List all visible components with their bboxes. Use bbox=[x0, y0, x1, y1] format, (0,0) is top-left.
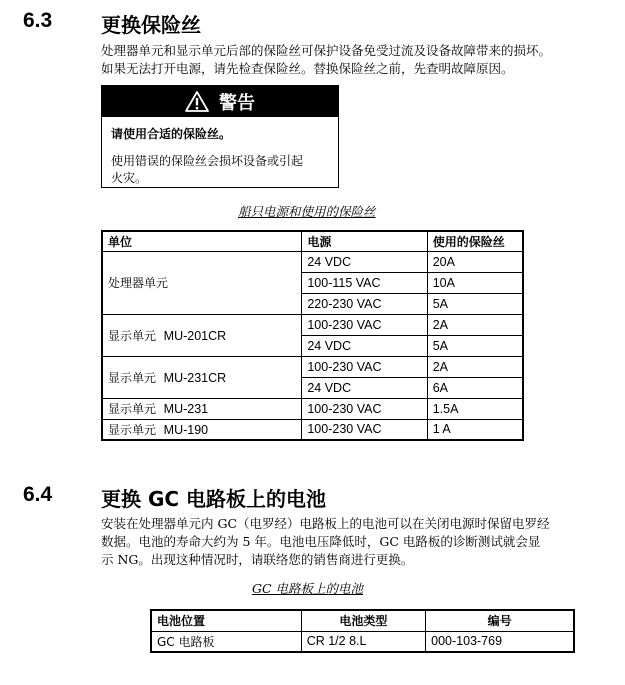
fuse-cell: 2A bbox=[427, 314, 523, 335]
unit-model: MU-231CR bbox=[163, 370, 227, 385]
power-cell: 100-230 VAC bbox=[302, 398, 427, 419]
power-cell: 220-230 VAC bbox=[302, 293, 427, 314]
unit-name: 显示单元 bbox=[108, 402, 157, 416]
table-row bbox=[102, 251, 523, 272]
unit-cell bbox=[102, 251, 302, 314]
section-number: 6.4 bbox=[23, 483, 53, 506]
power-cell: 100-115 VAC bbox=[302, 272, 427, 293]
table-row bbox=[102, 419, 523, 440]
fuse-cell: 5A bbox=[427, 293, 523, 314]
column-header-type: 电池类型 bbox=[301, 610, 425, 631]
paragraph-line: 安装在处理器单元内 GC（电罗经）电路板上的电池可以在关闭电源时保留电罗经 bbox=[101, 516, 550, 531]
power-cell: 100-230 VAC bbox=[302, 356, 427, 377]
column-header-location: 电池位置 bbox=[151, 610, 301, 631]
fuse-cell: 10A bbox=[427, 272, 523, 293]
table-header-row bbox=[102, 231, 523, 251]
unit-name: 处理器单元 bbox=[108, 276, 169, 290]
fuse-cell: 2A bbox=[427, 356, 523, 377]
paragraph-line: 示 NG。出现这种情况时，请联络您的销售商进行更换。 bbox=[101, 552, 414, 567]
warning-text-line: 使用错误的保险丝会损坏设备或引起 bbox=[111, 154, 304, 168]
table-row bbox=[102, 398, 523, 419]
table-header-row bbox=[151, 610, 574, 631]
power-cell: 24 VDC bbox=[302, 251, 427, 272]
unit-cell bbox=[102, 398, 302, 419]
table-row bbox=[102, 356, 523, 377]
warning-text-line: 火灾。 bbox=[111, 171, 148, 185]
unit-cell bbox=[102, 419, 302, 440]
fuse-table bbox=[101, 230, 524, 441]
fuse-cell: 6A bbox=[427, 377, 523, 398]
paragraph-line: 处理器单元和显示单元后部的保险丝可保护设备免受过流及设备故障带来的损坏。 bbox=[101, 43, 552, 58]
code-cell: 000-103-769 bbox=[426, 631, 574, 652]
column-header-fuse: 使用的保险丝 bbox=[427, 231, 523, 251]
location-cell: GC 电路板 bbox=[151, 631, 301, 652]
column-header-unit: 单位 bbox=[102, 231, 302, 251]
power-cell: 24 VDC bbox=[302, 377, 427, 398]
warning-triangle-icon bbox=[185, 91, 209, 112]
table-row bbox=[151, 631, 574, 652]
column-header-power: 电源 bbox=[302, 231, 427, 251]
unit-cell bbox=[102, 356, 302, 398]
fuse-cell: 20A bbox=[427, 251, 523, 272]
fuse-table-caption: 船只电源和使用的保险丝 bbox=[238, 204, 376, 219]
power-cell: 100-230 VAC bbox=[302, 419, 427, 440]
unit-model: MU-231 bbox=[163, 402, 209, 416]
warning-bold-line: 请使用合适的保险丝。 bbox=[111, 127, 232, 141]
section-number: 6.3 bbox=[23, 9, 53, 32]
warning-box bbox=[101, 85, 339, 188]
fuse-cell: 1.5A bbox=[427, 398, 523, 419]
paragraph-line: 数据。电池的寿命大约为 5 年。电池电压降低时，GC 电路板的诊断测试就会显 bbox=[101, 534, 541, 549]
section-title: 更换 GC 电路板上的电池 bbox=[101, 487, 327, 511]
unit-name: 显示单元 bbox=[108, 370, 157, 385]
type-cell: CR 1/2 8.L bbox=[301, 631, 425, 652]
fuse-intro-paragraph bbox=[101, 42, 551, 78]
power-cell: 100-230 VAC bbox=[302, 314, 427, 335]
table-row bbox=[102, 314, 523, 335]
power-cell: 24 VDC bbox=[302, 335, 427, 356]
column-header-code: 编号 bbox=[426, 610, 574, 631]
paragraph-line: 如果无法打开电源，请先检查保险丝。替换保险丝之前，先查明故障原因。 bbox=[101, 61, 514, 76]
warning-header bbox=[102, 86, 338, 117]
warning-title: 警告 bbox=[219, 92, 255, 114]
unit-name: 显示单元 bbox=[108, 328, 157, 343]
battery-table-caption: GC 电路板上的电池 bbox=[252, 581, 364, 596]
unit-cell bbox=[102, 314, 302, 356]
section-title: 更换保险丝 bbox=[101, 13, 201, 37]
unit-model: MU-201CR bbox=[163, 328, 227, 343]
battery-table bbox=[150, 609, 575, 653]
warning-text bbox=[111, 153, 303, 187]
unit-model: MU-190 bbox=[163, 422, 209, 437]
fuse-cell: 1 A bbox=[427, 419, 523, 440]
unit-name: 显示单元 bbox=[108, 422, 157, 437]
fuse-cell: 5A bbox=[427, 335, 523, 356]
battery-intro-paragraph bbox=[101, 515, 550, 569]
